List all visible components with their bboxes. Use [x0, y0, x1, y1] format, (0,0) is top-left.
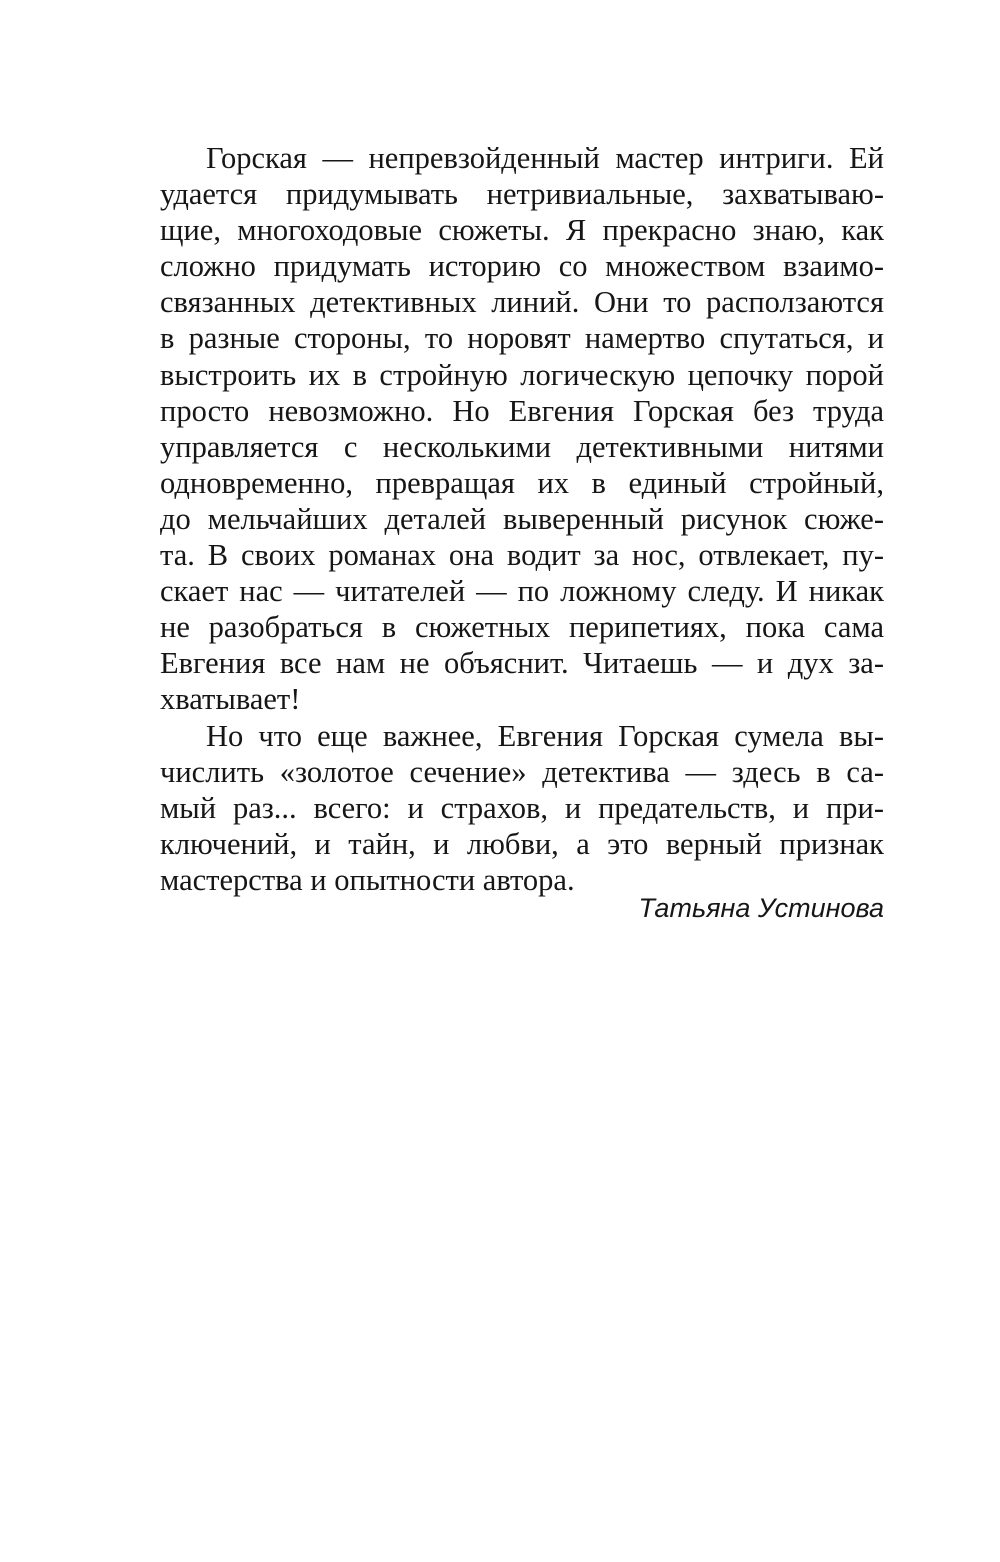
paragraph-2-line-2: числить «золотое сечение» детектива — здесь в са-	[160, 754, 884, 789]
paragraph-1-line-15: Евгения все нам не объяснит. Читаешь — и дух за-	[160, 646, 884, 681]
author-signature: Татьяна Устинова	[638, 893, 884, 923]
paragraph-2-line-1: Но что еще важнее, Евгения Горская сумела вы-	[206, 718, 884, 753]
quote-text	[160, 140, 884, 898]
paragraph-1-line-5: связанных детективных линий. Они то расползаются	[160, 285, 884, 320]
paragraph-1-line-8: просто невозможно. Но Евгения Горская без труда	[160, 393, 884, 428]
paragraph-2-line-4: ключений, и тайн, и любви, а это верный признак	[160, 826, 884, 861]
paragraph-1-line-2: удается придумывать нетривиальные, захватываю-	[160, 177, 884, 212]
paragraph-1-line-6: в разные стороны, то норовят намертво спутаться, и	[160, 321, 884, 356]
paragraph-1-line-11: до мельчайших деталей выверенный рисунок сюже-	[160, 501, 884, 536]
paragraph-1-line-12: та. В своих романах она водит за нос, отвлекает, пу-	[160, 538, 884, 573]
paragraph-1-line-13: скает нас — читателей — по ложному следу. И никак	[160, 574, 884, 609]
paragraph-1-line-14: не разобраться в сюжетных перипетиях, пока сама	[160, 610, 884, 645]
paragraph-1-line-3: щие, многоходовые сюжеты. Я прекрасно знаю, как	[160, 213, 884, 248]
paragraph-2-line-3: мый раз... всего: и страхов, и предательств, и при-	[160, 790, 884, 825]
paragraph-2-line-5: мастерства и опытности автора.	[160, 862, 575, 897]
paragraph-1-line-7: выстроить их в стройную логическую цепочку порой	[160, 357, 884, 392]
paragraph-1-line-4: сложно придумать историю со множеством взаимо-	[160, 249, 884, 284]
paragraph-1-line-16: хватывает!	[160, 682, 301, 717]
paragraph-1-line-1: Горская — непревзойденный мастер интриги. Ей	[206, 141, 884, 175]
paragraph-1-line-9: управляется с несколькими детективными нитями	[160, 429, 884, 464]
paragraph-1-line-10: одновременно, превращая их в единый стройный,	[160, 465, 884, 500]
